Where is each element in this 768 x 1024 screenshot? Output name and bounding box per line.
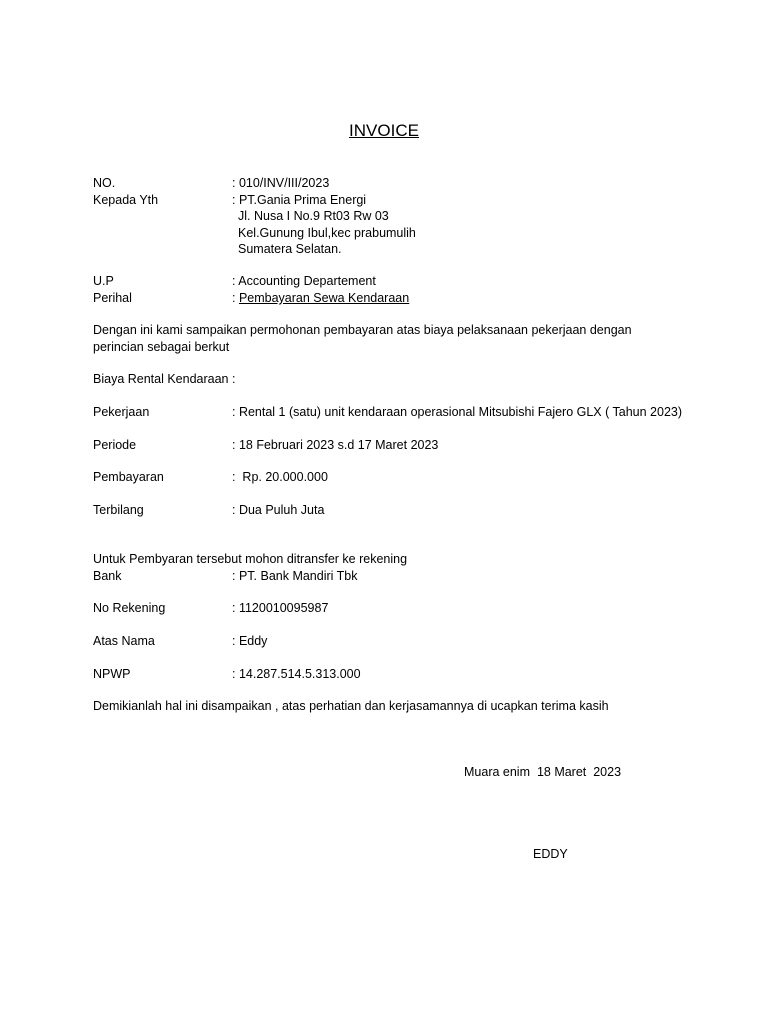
invoice-title: INVOICE (349, 121, 419, 140)
bank-label: Bank (93, 569, 122, 583)
recipient-address-line: Jl. Nusa I No.9 Rt03 Rw 03 (238, 209, 389, 223)
detail-label: Pembayaran (93, 470, 164, 484)
up-label: U.P (93, 274, 114, 288)
up-value: : Accounting Departement (232, 274, 376, 288)
bank-value: : PT. Bank Mandiri Tbk (232, 569, 358, 583)
account-number-value: : 1120010095987 (232, 601, 329, 615)
signatory-name: EDDY (533, 847, 568, 861)
subject-value: : Pembayaran Sewa Kendaraan (232, 291, 410, 305)
closing-text: Demikianlah hal ini disampaikan , atas perhatian dan kerjasamannya di ucapkan terima kasih (93, 699, 609, 713)
account-number-label: No Rekening (93, 601, 166, 615)
npwp-value: : 14.287.514.5.313.000 (232, 667, 361, 681)
invoice-number: : 010/INV/III/2023 (232, 176, 330, 190)
recipient-name: : PT.Gania Prima Energi (232, 193, 367, 207)
detail-label: Terbilang (93, 503, 144, 517)
transfer-intro: Untuk Pembyaran tersebut mohon ditransfer ke rekening (93, 552, 408, 566)
detail-label: Periode (93, 438, 137, 452)
place-date: Muara enim 18 Maret 2023 (464, 765, 622, 779)
recipient-address-line: Sumatera Selatan. (238, 242, 342, 256)
recipient-label: Kepada Yth (93, 193, 159, 207)
account-name-label: Atas Nama (93, 634, 155, 648)
intro-line: perincian sebagai berkut (93, 340, 230, 354)
intro-line: Dengan ini kami sampaikan permohonan pembayaran atas biaya pelaksanaan pekerjaan dengan (93, 323, 632, 337)
npwp-label: NPWP (93, 667, 131, 681)
detail-value: : Rental 1 (satu) unit kendaraan operasional Mitsubishi Fajero GLX ( Tahun 2023) (232, 405, 683, 419)
detail-label: Pekerjaan (93, 405, 150, 419)
recipient-address-line: Kel.Gunung Ibul,kec prabumulih (238, 226, 416, 240)
no-label: NO. (93, 176, 116, 190)
detail-value: : 18 Februari 2023 s.d 17 Maret 2023 (232, 438, 439, 452)
rental-cost-heading: Biaya Rental Kendaraan : (93, 372, 236, 386)
subject-text: Pembayaran Sewa Kendaraan (238, 291, 410, 305)
account-name-value: : Eddy (232, 634, 268, 648)
detail-value: : Dua Puluh Juta (232, 503, 325, 517)
detail-value: : Rp. 20.000.000 (232, 470, 328, 484)
subject-label: Perihal (93, 291, 132, 305)
